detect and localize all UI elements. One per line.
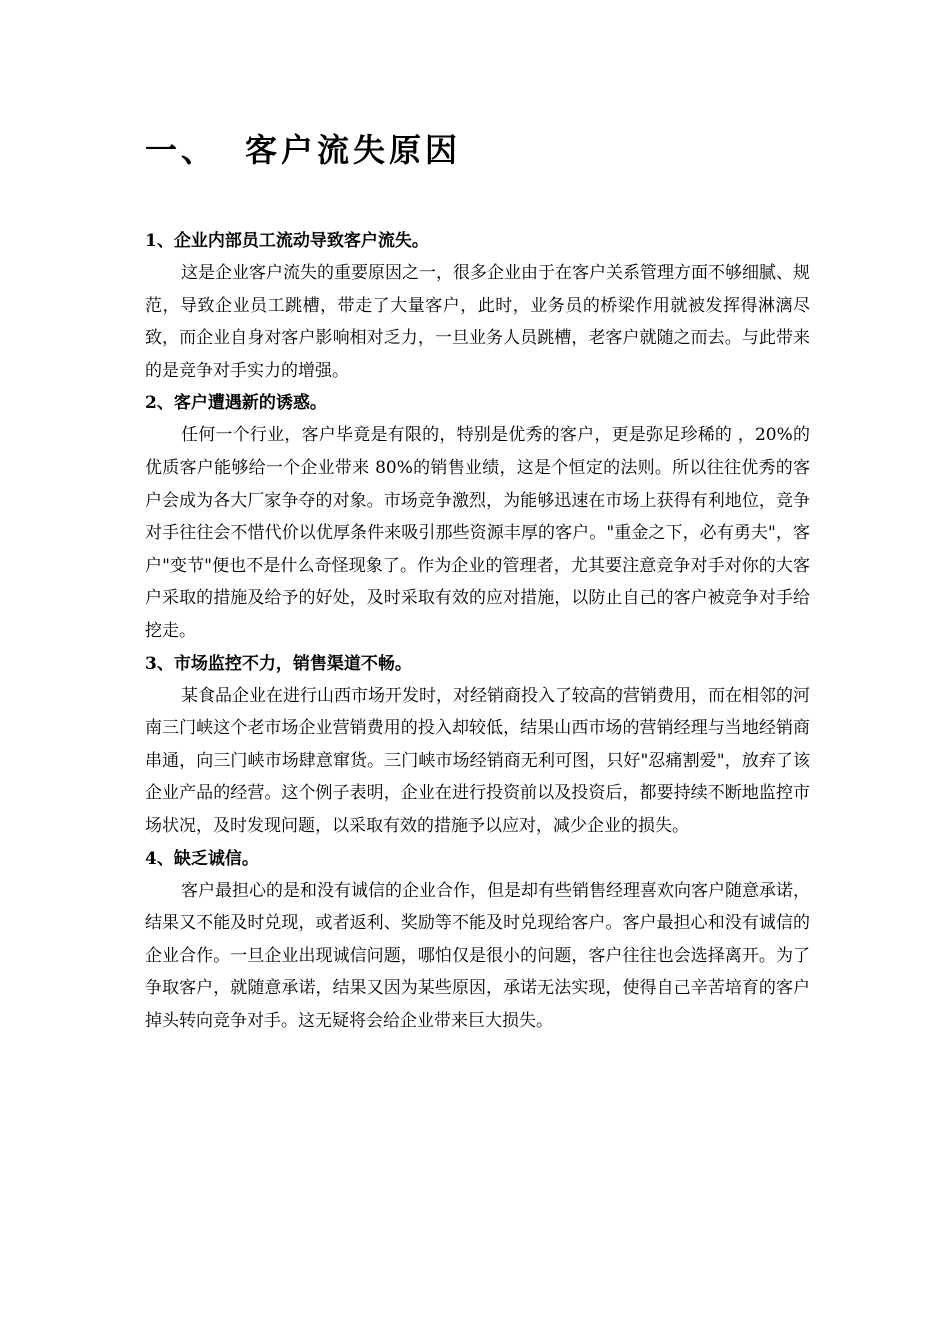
title-number: 一、 <box>145 131 218 169</box>
section-heading: 2、客户遭遇新的诱惑。 <box>145 393 327 414</box>
section-heading: 3、市场监控不力，销售渠道不畅。 <box>145 653 412 674</box>
section-heading: 4、缺乏诚信。 <box>145 848 259 869</box>
section-paragraph: 任何一个行业，客户毕竟是有限的，特别是优秀的客户，更是弥足珍稀的 ，20%的优质客户能够给一个企业带来 80%的销售业绩，这是个恒定的法则。所以往往优秀的客户会成为各大厂家争夺的对象。市场竞争激烈，为能够迅速在市场上获得有利地位，竞争对手往往会不惜代价以优厚条件来吸引那些资源丰厚的客户。"重金之下，必有勇夫"，客户"变节"便也不是什么奇怪现象了。作为企业的管理者，尤其要注意竞争对手对你的大客户采取的措施及给予的好处，及时采取有效的应对措施，以防止自己的客户被竞争对手给挖走。 <box>145 425 810 641</box>
section-1 <box>145 225 810 387</box>
section-2 <box>145 387 810 647</box>
section-paragraph: 客户最担心的是和没有诚信的企业合作，但是却有些销售经理喜欢向客户随意承诺，结果又不能及时兑现，或者返利、奖励等不能及时兑现给客户。客户最担心和没有诚信的企业合作。一旦企业出现诚信问题，哪怕仅是很小的问题，客户往往也会选择离开。为了争取客户，就随意承诺，结果又因为某些原因，承诺无法实现，使得自己辛苦培育的客户掉头转向竞争对手。这无疑将会给企业带来巨大损失。 <box>145 880 810 1031</box>
section-3 <box>145 648 810 843</box>
section-paragraph: 这是企业客户流失的重要原因之一，很多企业由于在客户关系管理方面不够细腻、规范，导致企业员工跳槽，带走了大量客户，此时，业务员的桥梁作用就被发挥得淋漓尽致，而企业自身对客户影响相对乏力，一旦业务人员跳槽，老客户就随之而去。与此带来的是竞争对手实力的增强。 <box>145 263 810 381</box>
section-4 <box>145 843 810 1038</box>
page-title <box>145 128 461 172</box>
section-paragraph: 某食品企业在进行山西市场开发时，对经销商投入了较高的营销费用，而在相邻的河南三门峡这个老市场企业营销费用的投入却较低，结果山西市场的营销经理与当地经销商串通，向三门峡市场肆意窜货。三门峡市场经销商无利可图，只好"忍痛割爱"，放弃了该企业产品的经营。这个例子表明，企业在进行投资前以及投资后，都要持续不断地监控市场状况，及时发现问题，以采取有效的措施予以应对，减少企业的损失。 <box>145 685 810 836</box>
document-body <box>145 225 810 1037</box>
section-heading: 1、企业内部员工流动导致客户流失。 <box>145 231 429 251</box>
title-text: 客户流失原因 <box>245 131 462 169</box>
